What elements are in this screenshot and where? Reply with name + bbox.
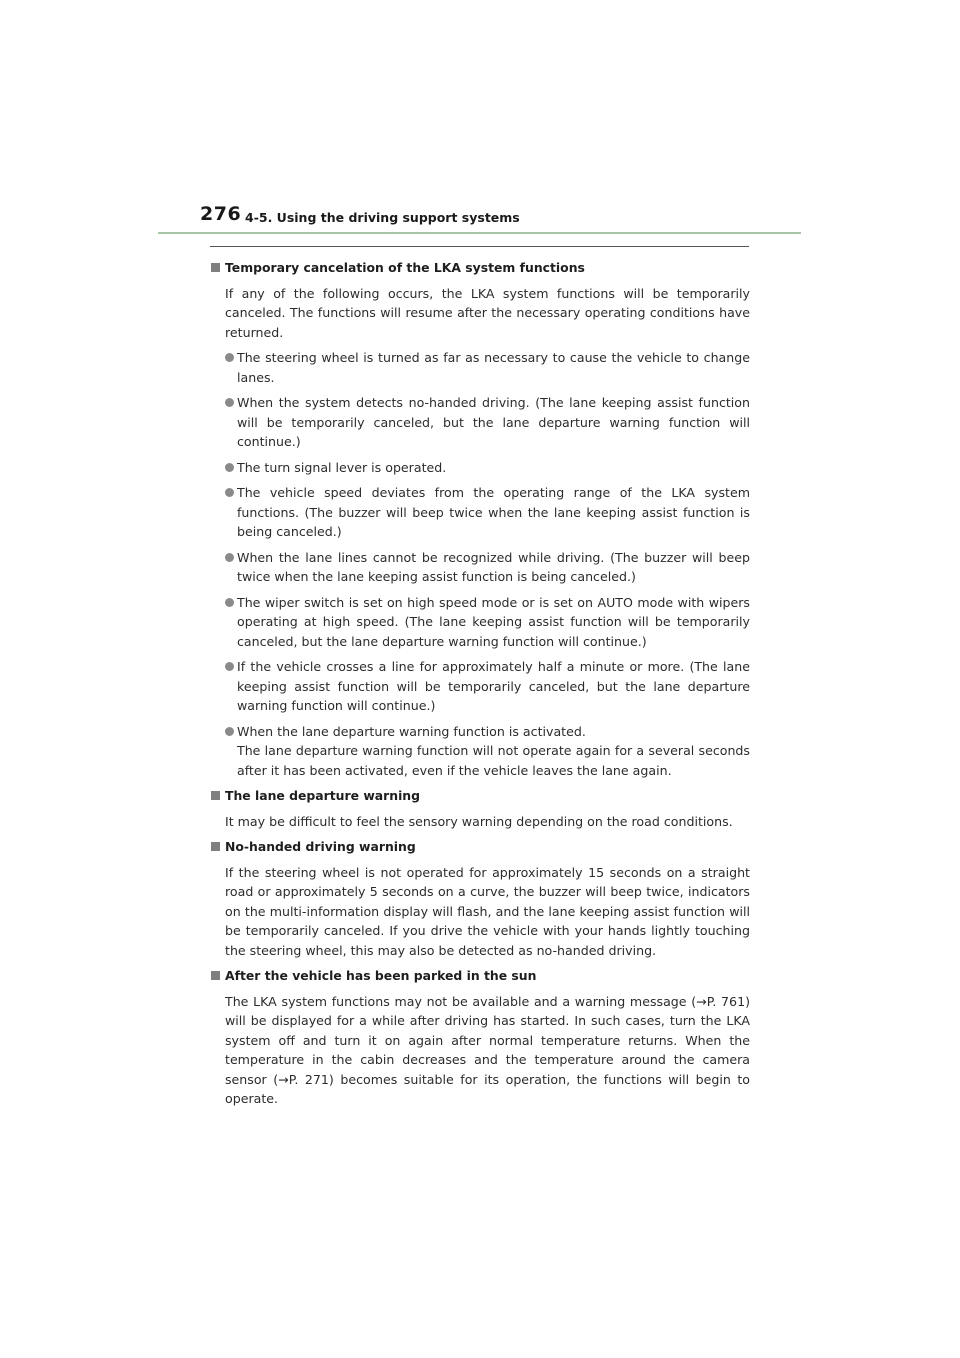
square-bullet-icon: [211, 791, 220, 800]
square-bullet-icon: [211, 842, 220, 851]
section-parked-in-sun: [210, 966, 750, 1109]
round-bullet-icon: [225, 598, 234, 607]
list-item: [210, 722, 750, 781]
list-item: [210, 657, 750, 716]
section-title: 4-5. Using the driving support systems: [245, 210, 520, 225]
list-item-text: The vehicle speed deviates from the operating range of the LKA system functions. (The buzzer will beep twice when the lane keeping assist function is being canceled.): [237, 485, 750, 539]
list-item: [210, 458, 750, 478]
manual-content: [210, 258, 750, 1115]
section-temporary-cancelation: [210, 258, 750, 780]
section-lane-departure-warning: [210, 786, 750, 831]
round-bullet-icon: [225, 353, 234, 362]
round-bullet-icon: [225, 553, 234, 562]
heading-text: No-handed driving warning: [225, 839, 416, 854]
section-heading: [210, 786, 750, 806]
list-item-continuation: The lane departure warning function will not operate again for a several seconds after it has been activated, even if the vehicle leaves the lane again.: [237, 743, 750, 778]
section-heading: [210, 966, 750, 986]
content-divider: [210, 246, 749, 247]
heading-text: After the vehicle has been parked in the sun: [225, 968, 537, 983]
list-item-text: If the vehicle crosses a line for approximately half a minute or more. (The lane keeping assist function will be temporarily canceled, but the lane departure warning function will continue.): [237, 659, 750, 713]
list-item-text: The turn signal lever is operated.: [237, 459, 447, 475]
cancel-conditions-list: [210, 348, 750, 780]
round-bullet-icon: [225, 488, 234, 497]
section-heading: [210, 258, 750, 278]
round-bullet-icon: [225, 662, 234, 671]
square-bullet-icon: [211, 263, 220, 272]
section-body: It may be difficult to feel the sensory warning depending on the road conditions.: [225, 813, 733, 829]
list-item: [210, 348, 750, 387]
section-body: If the steering wheel is not operated for approximately 15 seconds on a straight road or approximately 5 seconds on a curve, the buzzer will beep twice, indicators on the multi-information display will flash, and the lane keeping assist function will be temporarily canceled. If you drive the vehicle with your hands lightly touching the steering wheel, this may also be detected as no-handed driving.: [225, 864, 750, 958]
list-item-text: When the lane lines cannot be recognized while driving. (The buzzer will beep twice when the lane keeping assist function is being canceled.): [237, 549, 750, 584]
heading-text: The lane departure warning: [225, 788, 421, 803]
list-item: [210, 593, 750, 652]
round-bullet-icon: [225, 727, 234, 736]
round-bullet-icon: [225, 463, 234, 472]
square-bullet-icon: [211, 971, 220, 980]
list-item-text: When the system detects no-handed driving. (The lane keeping assist function will be temporarily canceled, but the lane departure warning function will continue.): [237, 395, 750, 449]
heading-text: Temporary cancelation of the LKA system functions: [225, 260, 585, 275]
round-bullet-icon: [225, 398, 234, 407]
section-no-handed-warning: [210, 837, 750, 960]
list-item-text: The steering wheel is turned as far as necessary to cause the vehicle to change lanes.: [237, 350, 750, 385]
header-divider: [158, 232, 801, 234]
section-intro: If any of the following occurs, the LKA system functions will be temporarily canceled. The functions will resume after the necessary operating conditions have returned.: [225, 285, 750, 340]
list-item: [210, 548, 750, 587]
list-item: [210, 483, 750, 542]
list-item-text: When the lane departure warning function is activated.: [237, 723, 586, 739]
section-body: The LKA system functions may not be available and a warning message (→P. 761) will be displayed for a while after driving has started. In such cases, turn the LKA system off and turn it on again after normal temperature returns. When the temperature in the cabin decreases and the temperature around the camera sensor (→P. 271) becomes suitable for its operation, the functions will begin to operate.: [225, 993, 750, 1106]
list-item-text: The wiper switch is set on high speed mode or is set on AUTO mode with wipers operating at high speed. (The lane keeping assist function will be temporarily canceled, but the lane departure warning function will continue.): [237, 594, 750, 649]
list-item: [210, 393, 750, 452]
section-heading: [210, 837, 750, 857]
page-number: 276: [200, 203, 242, 225]
